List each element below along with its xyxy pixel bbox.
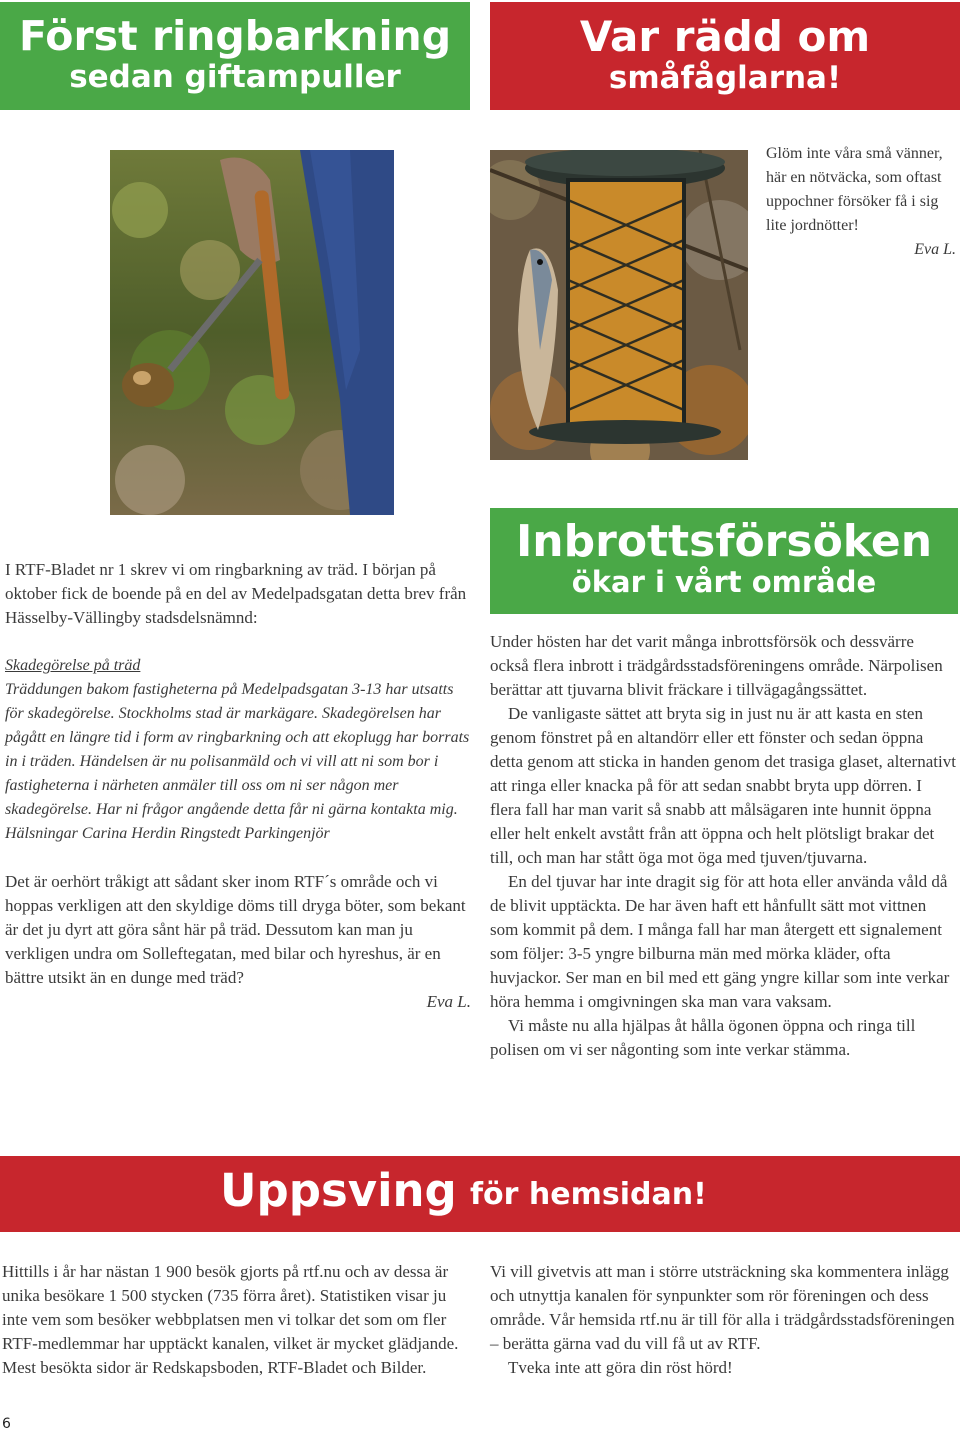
ringbarkning-comment: Det är oerhört tråkigt att sådant sker inom RTF´s område och vi hoppas verkligen att den skyldige döms till dryga böter, som bekant är det ju dyrt att göra sånt här på träd. Dessutom kan man ju verkligen undra om Solleftegatan, med bilar och hyreshus, är en bättre utsikt än en dunge med träd?: [5, 872, 466, 987]
burglary-paragraph-3: En del tjuvar har inte dragit sig för att hota eller använda våld då de blivit upptäckta. De har även haft ett hånfullt sätt mot vittnen som kommit på dem. I många fall har man återgett ett signalement som följer: 3-5 yngre bilburna män med mörka kläder, ofta huvjackor. Ser man en bil med ett gäng yngre killar som inte verkar höra hemma i omgivningen ska man vara vaksam.: [490, 872, 950, 1011]
headline-smafaglarna-line1: Var rädd om: [579, 12, 871, 61]
web-article-left: [2, 1260, 472, 1380]
page-number: 6: [2, 1416, 11, 1432]
headline-uppsving-small: för hemsidan!: [470, 1177, 707, 1212]
burglary-paragraph-2: De vanligaste sättet att bryta sig in just nu är att kasta en sten genom fönstret på en altandörr eller ett fönster och sedan öppna detta genom att sticka in handen genom det trasiga glaset, alternativt att ringa eller knacka på för att sedan snabbt bryta upp dörren. I flera fall har man varit så snabb att målsägaren inte hunnit öppna eller helt enkelt avstått från att öppna och helt plötsligt brakar det till, och man har stått öga mot öga med tjuven/tjuvarna.: [490, 704, 956, 867]
web-article-right-paragraph-2: Tveka inte att göra din röst hörd!: [508, 1358, 733, 1377]
headline-inbrottsforsoken-line1: Inbrottsförsöken: [515, 516, 933, 567]
headline-inbrottsforsoken: [490, 508, 958, 614]
headline-inbrottsforsoken-line2: ökar i vårt område: [571, 565, 877, 599]
web-article-left-text: Hittills i år har nästan 1 900 besök gjorts på rtf.nu och av dessa är unika besökare 1 500 stycken (735 förra året). Statistiken visar ju inte vem som besöker webbplatsen men vi tolkar det som om fler RTF-medlemmar har upptäckt kanalen, vilket är mycket glädjande. Mest besökta sidor är Redskapsboden, RTF-Bladet och Bilder.: [2, 1262, 459, 1377]
bird-caption-author: Eva L.: [914, 241, 956, 258]
web-article-right-paragraph-1: Vi vill givetvis att man i större utsträckning ska kommentera inlägg och utnyttja kanalen för synpunkter som rör föreningen och dess område. Vår hemsida rtf.nu är till för alla i trädgårdsstadsföreningen – berätta gärna vad du vill få ut av RTF.: [490, 1262, 955, 1353]
nuthatch-photo-image: [490, 150, 748, 460]
letter-title: Skadegörelse på träd: [5, 657, 141, 674]
headline-uppsving-big: Uppsving: [220, 1164, 457, 1217]
burglary-paragraph-4: Vi måste nu alla hjälpas åt hålla ögonen öppna och ringa till polisen om vi ser någonting som inte verkar stämma.: [490, 1016, 916, 1059]
headline-uppsving: [0, 1156, 960, 1232]
bird-caption-text: Glöm inte våra små vänner, här en nötväcka, som oftast uppochner försöker få i sig lite jordnötter!: [766, 145, 943, 234]
ringbarkning-intro: I RTF-Bladet nr 1 skrev vi om ringbarkning av träd. I början på oktober fick de boende på en del av Medelpadsgatan detta brev från Hässelby-Vällingby stadsdelsnämnd:: [5, 560, 467, 627]
letter-signature: Hälsningar Carina Herdin Ringstedt Parkingenjör: [5, 825, 330, 842]
ringbarking-photo-image: [110, 150, 394, 515]
headline-ringbarkning-line2: sedan giftampuller: [69, 59, 401, 95]
headline-smafaglarna: [490, 2, 960, 110]
ringbarkning-author: Eva L.: [426, 992, 471, 1011]
headline-smafaglarna-line2: småfåglarna!: [608, 60, 842, 96]
ringbarking-photo: [110, 150, 394, 515]
letter-body: Träddungen bakom fastigheterna på Medelpadsgatan 3-13 har utsatts för skadegörelse. Stockholms stad är markägare. Skadegörelsen har pågått en längre tid i form av ringbarkning och att ekoplugg har borrats in i träden. Händelsen är nu polisanmäld och vi vill att ni som bor i fastigheterna i närheten anmäler till oss om ni ser någon mer skadegörelse. Har ni frågor angående detta får ni gärna kontakta mig.: [5, 681, 470, 818]
headline-ringbarkning-line1: Först ringbarkning: [18, 12, 452, 60]
headline-ringbarkning: [0, 2, 470, 110]
web-article-right: [490, 1260, 958, 1380]
ringbarkning-article: [5, 558, 471, 1014]
nuthatch-photo: [490, 150, 748, 460]
burglary-paragraph-1: Under hösten har det varit många inbrottsförsök och dessvärre också flera inbrott i trädgårdsstadsföreningens område. Närpolisen berättar att tjuvarna blivit fräckare i tillvägagångssättet.: [490, 632, 943, 699]
burglary-article: [490, 630, 956, 1062]
bird-caption: [766, 142, 956, 262]
